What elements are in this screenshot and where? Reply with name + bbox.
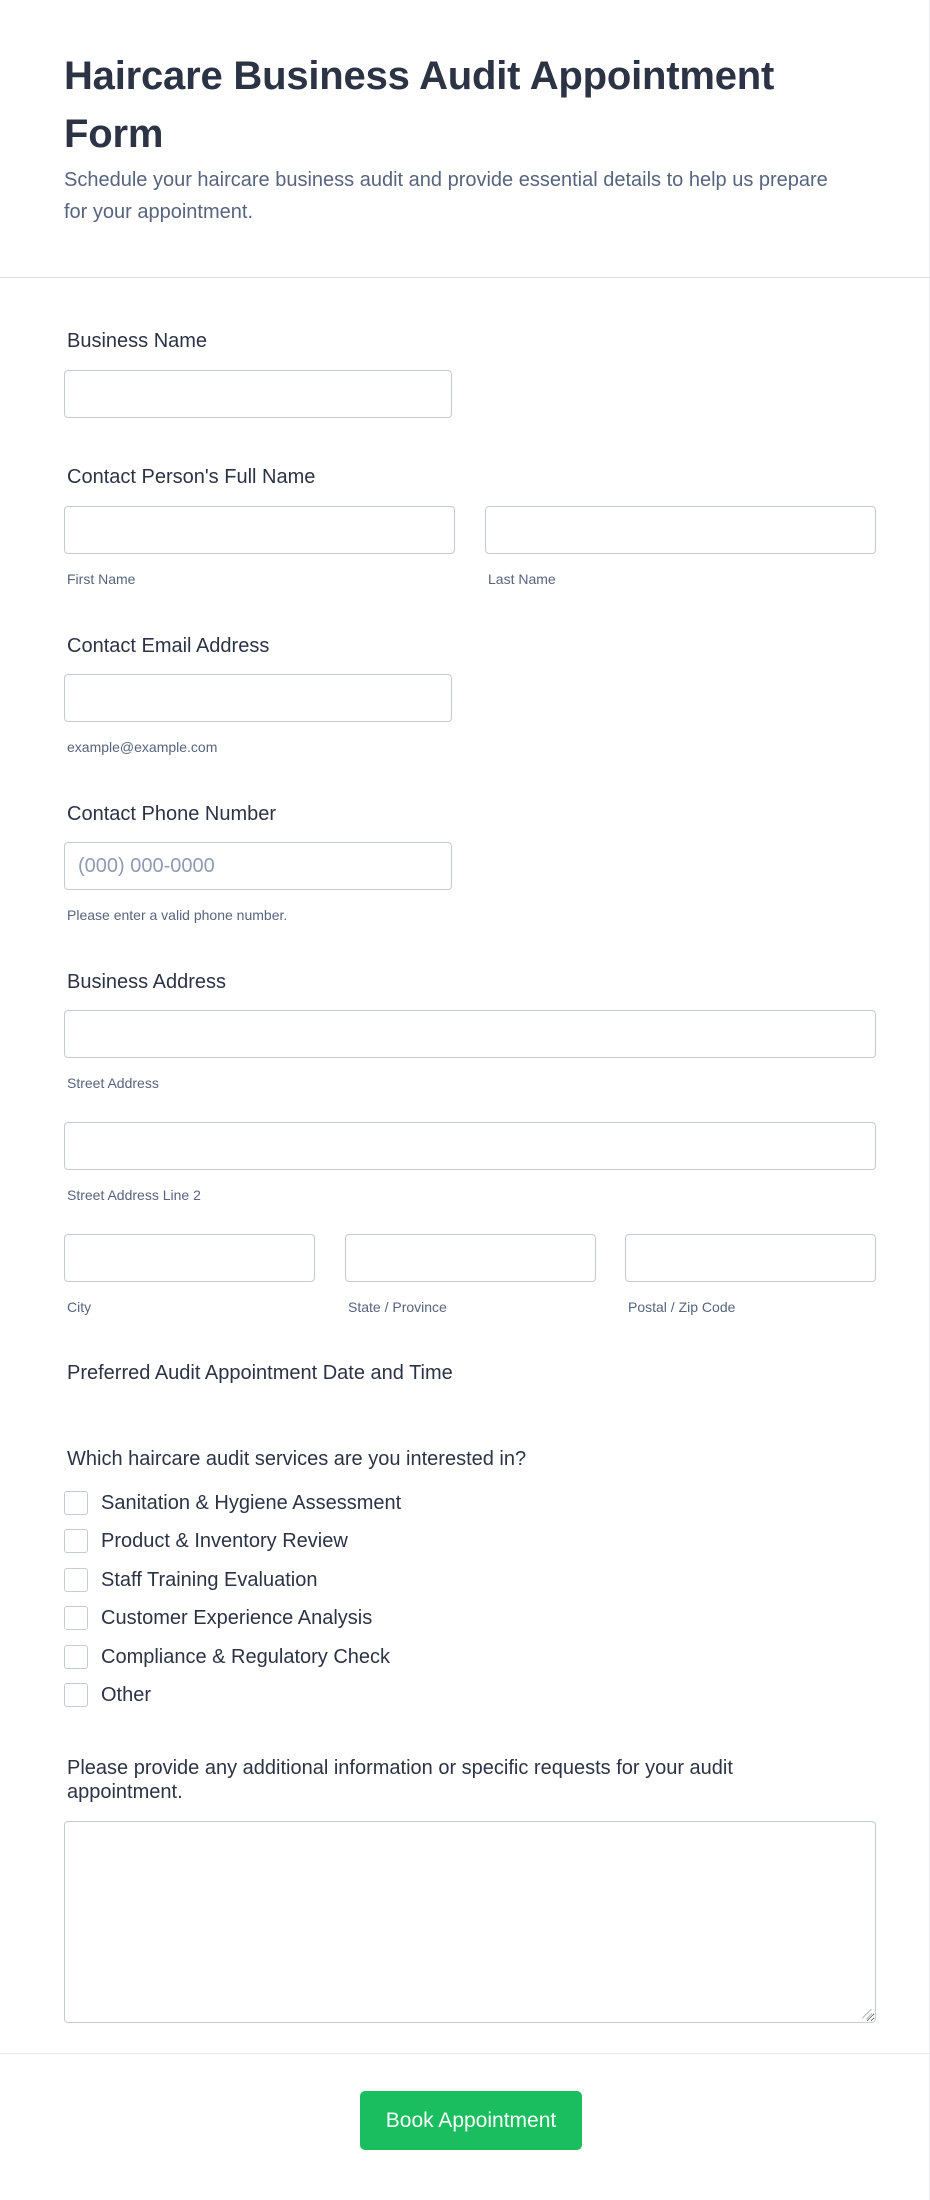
- phone-sublabel: Please enter a valid phone number.: [67, 907, 288, 923]
- checkbox-label: Sanitation & Hygiene Assessment: [101, 1492, 402, 1514]
- checkbox-label: Other: [101, 1684, 152, 1706]
- book-appointment-button[interactable]: Book Appointment: [360, 2091, 582, 2150]
- checkbox[interactable]: [64, 1491, 88, 1515]
- street-address-sublabel: Street Address: [67, 1075, 159, 1091]
- service-option-customer-experience[interactable]: [64, 1605, 372, 1631]
- first-name-input[interactable]: [64, 506, 455, 554]
- additional-info-label: Please provide any additional information or specific requests for your audit appointment.: [67, 1757, 733, 1803]
- postal-code-input[interactable]: [625, 1234, 876, 1282]
- page-subtitle: Schedule your haircare business audit and provide essential details to help us prepare for your appointment.: [64, 169, 828, 223]
- city-input[interactable]: [64, 1234, 315, 1282]
- first-name-sublabel: First Name: [67, 571, 136, 587]
- email-label: Contact Email Address: [67, 635, 270, 657]
- checkbox[interactable]: [64, 1683, 88, 1707]
- checkbox[interactable]: [64, 1529, 88, 1553]
- city-sublabel: City: [67, 1299, 92, 1315]
- full-name-label: Contact Person's Full Name: [67, 466, 316, 488]
- state-input[interactable]: [345, 1234, 596, 1282]
- page-title: Haircare Business Audit Appointment Form: [64, 54, 775, 156]
- services-label: Which haircare audit services are you interested in?: [67, 1448, 527, 1470]
- postal-code-sublabel: Postal / Zip Code: [628, 1299, 736, 1315]
- last-name-sublabel: Last Name: [488, 571, 556, 587]
- checkbox-label: Compliance & Regulatory Check: [101, 1646, 391, 1668]
- email-sublabel: example@example.com: [67, 739, 218, 755]
- checkbox-label: Customer Experience Analysis: [101, 1607, 373, 1629]
- service-option-compliance[interactable]: [64, 1644, 390, 1670]
- street-address-line2-sublabel: Street Address Line 2: [67, 1187, 201, 1203]
- checkbox[interactable]: [64, 1568, 88, 1592]
- street-address-line2-input[interactable]: [64, 1122, 876, 1170]
- service-option-other[interactable]: [64, 1682, 151, 1708]
- business-name-label: Business Name: [67, 330, 208, 352]
- email-input[interactable]: [64, 674, 452, 722]
- phone-label: Contact Phone Number: [67, 803, 277, 825]
- service-option-staff-training[interactable]: [64, 1567, 317, 1593]
- service-option-product-inventory[interactable]: [64, 1528, 348, 1554]
- checkbox-label: Product & Inventory Review: [101, 1530, 348, 1552]
- form-header: [0, 0, 930, 278]
- additional-info-textarea[interactable]: [64, 1821, 876, 2023]
- appointment-datetime-label: Preferred Audit Appointment Date and Time: [67, 1362, 453, 1384]
- business-name-input[interactable]: [64, 370, 452, 418]
- street-address-input[interactable]: [64, 1010, 876, 1058]
- checkbox[interactable]: [64, 1606, 88, 1630]
- service-option-sanitation[interactable]: [64, 1490, 401, 1516]
- phone-input[interactable]: [64, 842, 452, 890]
- last-name-input[interactable]: [485, 506, 876, 554]
- address-label: Business Address: [67, 971, 226, 993]
- state-sublabel: State / Province: [348, 1299, 447, 1315]
- checkbox[interactable]: [64, 1645, 88, 1669]
- footer-divider: [0, 2053, 930, 2054]
- checkbox-label: Staff Training Evaluation: [101, 1569, 318, 1591]
